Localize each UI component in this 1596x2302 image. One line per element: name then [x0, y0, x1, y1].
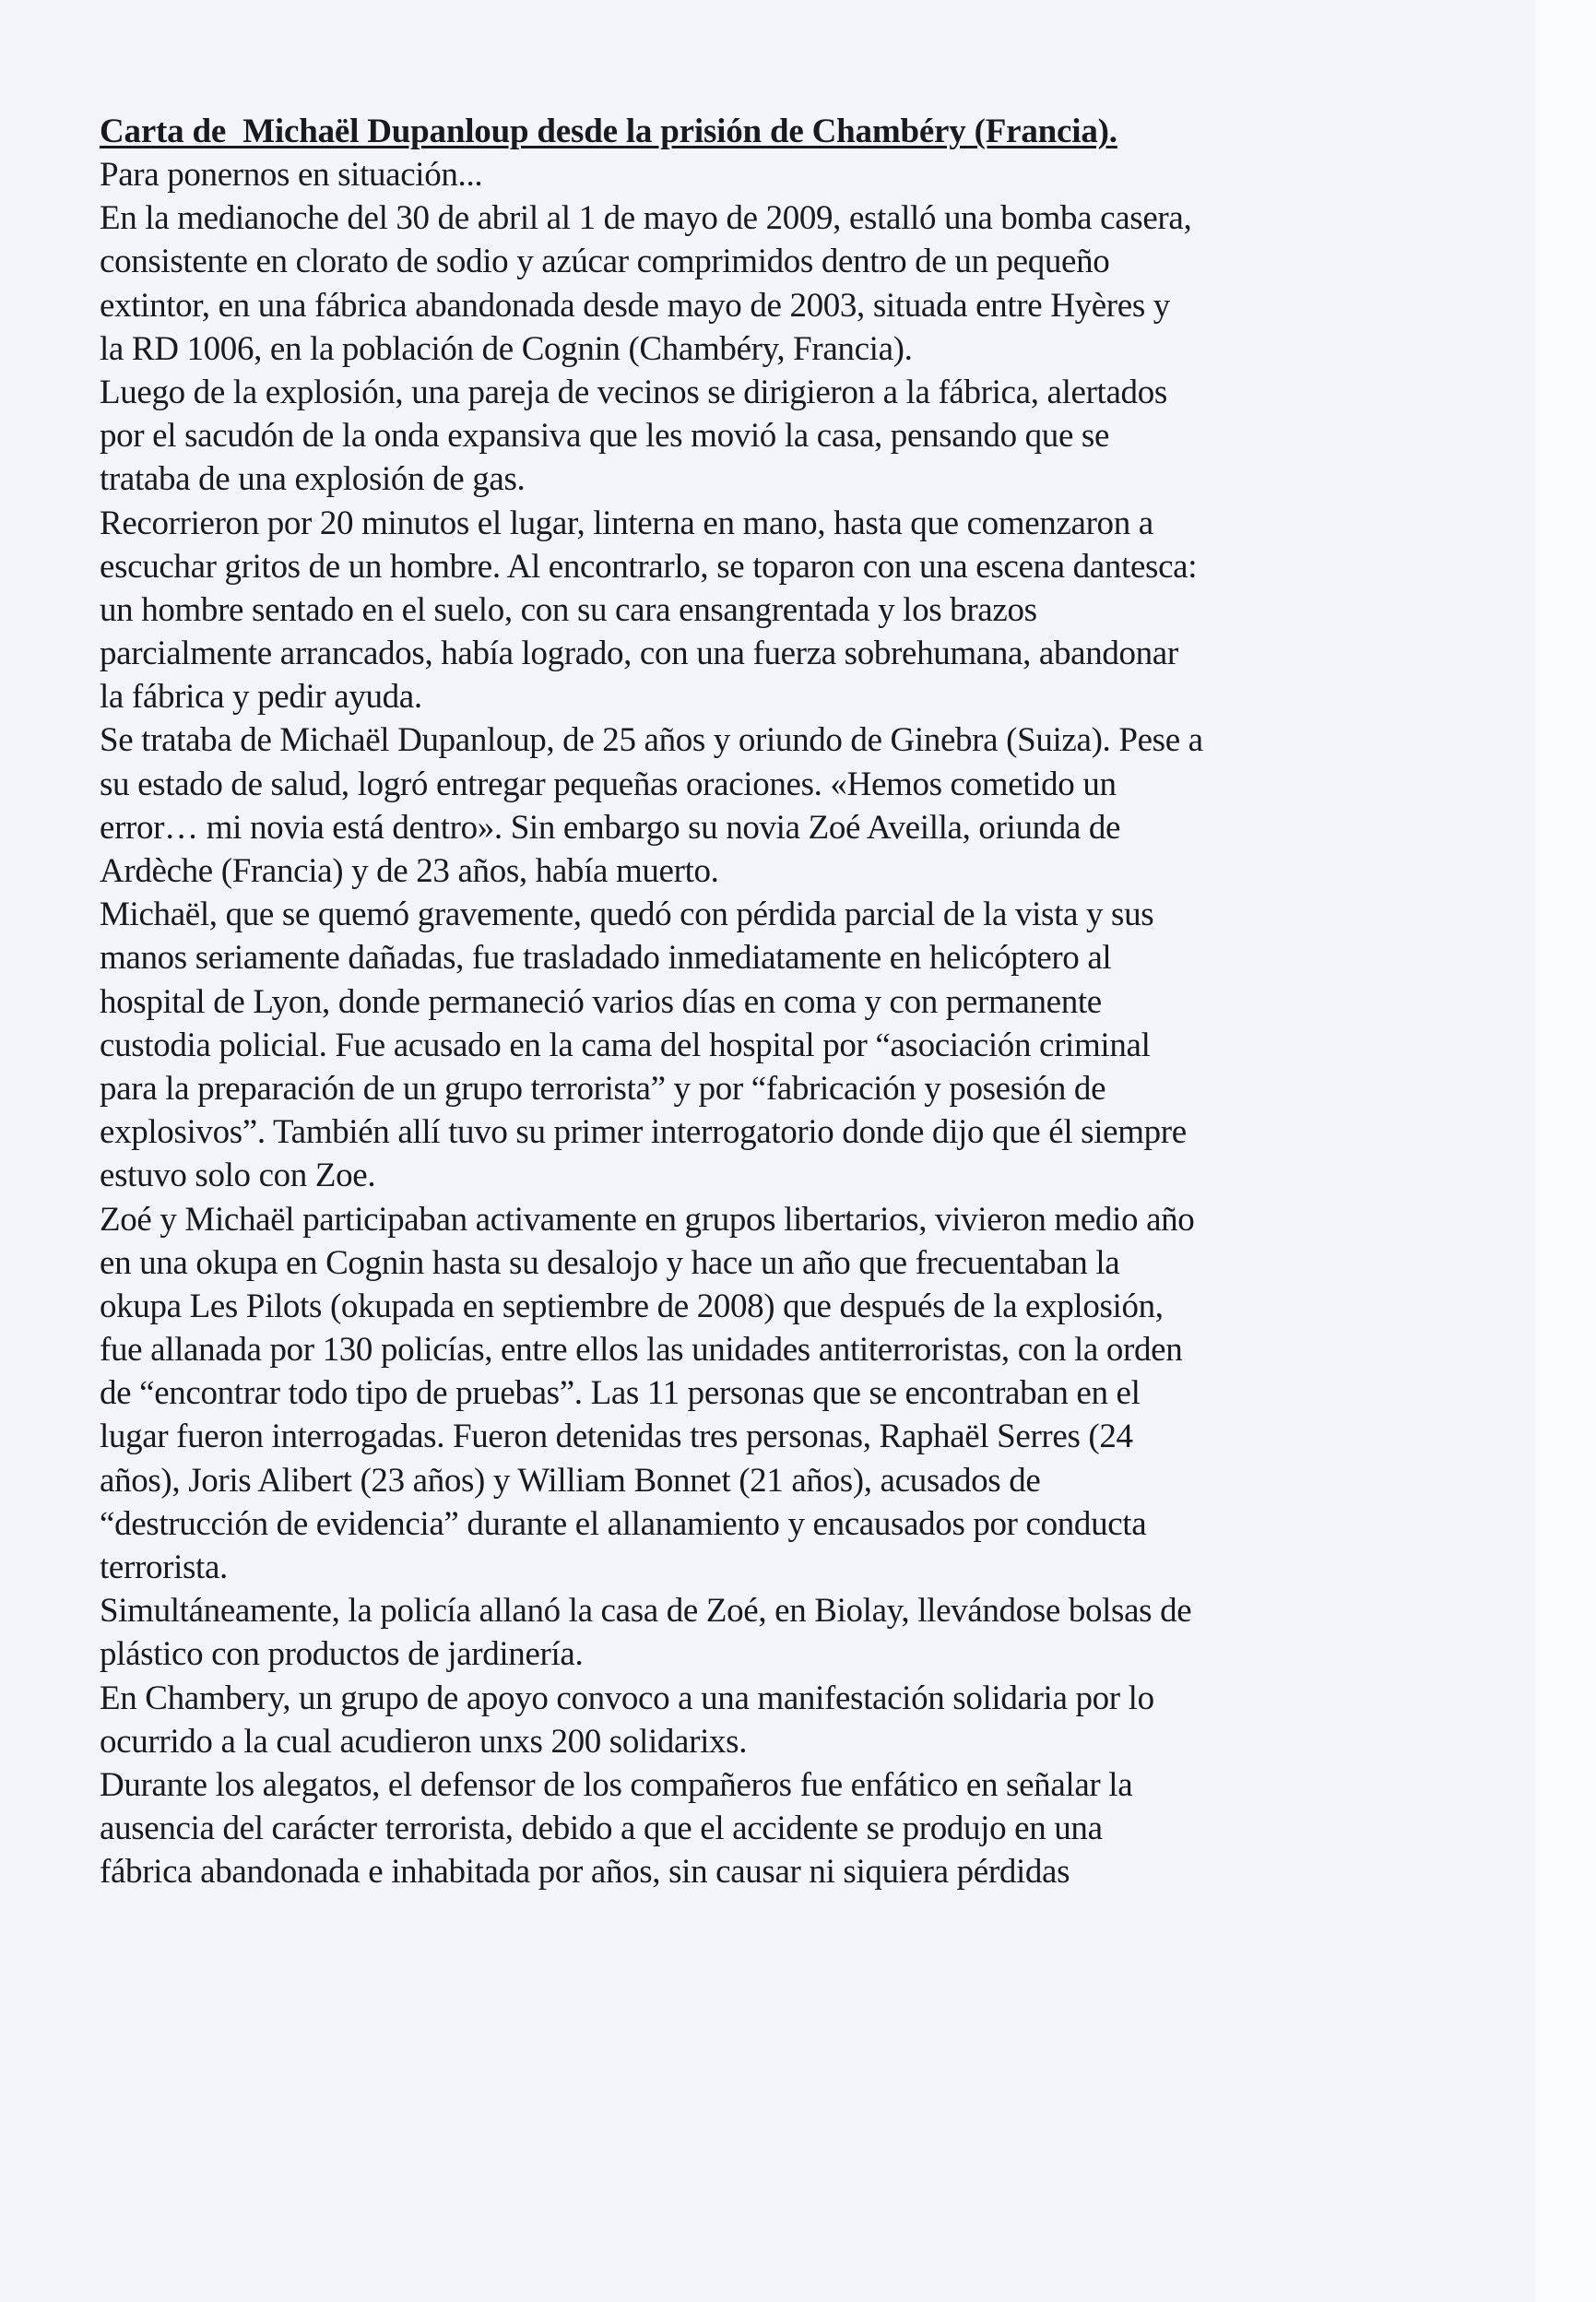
text-line: lugar fueron interrogadas. Fueron detenidas tres personas, Raphaël Serres (24: [100, 1418, 1133, 1456]
text-line: Durante los alegatos, el defensor de los compañeros fue enfático en señalar la: [100, 1765, 1133, 1804]
paragraph: [100, 153, 1538, 196]
text-line: por el sacudón de la onda expansiva que les movió la casa, pensando que se: [100, 417, 1110, 456]
text-line: escuchar gritos de un hombre. Al encontrarlo, se toparon con una escena dantesca:: [100, 547, 1198, 586]
text-line: su estado de salud, logró entregar pequeñas oraciones. «Hemos cometido un: [100, 765, 1117, 803]
text-line: trataba de una explosión de gas.: [100, 460, 526, 499]
text-line: para la preparación de un grupo terrorista” y por “fabricación y posesión de: [100, 1069, 1106, 1108]
paragraph: [100, 1677, 1538, 1763]
text-line: la RD 1006, en la población de Cognin (Chambéry, Francia).: [100, 329, 913, 368]
text-line: fábrica abandonada e inhabitada por años, sin causar ni siquiera pérdidas: [100, 1853, 1070, 1892]
text-line: años), Joris Alibert (23 años) y William Bonnet (21 años), acusados de: [100, 1461, 1041, 1500]
text-line: Para ponernos en situación...: [100, 156, 483, 194]
text-line: estuvo solo con Zoe.: [100, 1157, 376, 1195]
text-line: plástico con productos de jardinería.: [100, 1635, 584, 1674]
paragraph: [100, 1198, 1538, 1590]
text-line: En la medianoche del 30 de abril al 1 de mayo de 2009, estalló una bomba casera,: [100, 199, 1192, 238]
text-line: “destrucción de evidencia” durante el allanamiento y encausados por conducta: [100, 1504, 1147, 1543]
text-line: error… mi novia está dentro». Sin embargo su novia Zoé Aveilla, oriunda de: [100, 808, 1121, 847]
text-line: ausencia del carácter terrorista, debido a que el accidente se produjo en una: [100, 1810, 1103, 1848]
text-line: explosivos”. También allí tuvo su primer interrogatorio donde dijo que él siempre: [100, 1113, 1187, 1152]
text-line: en una okupa en Cognin hasta su desalojo y hace un año que frecuentaban la: [100, 1243, 1120, 1282]
text-line: un hombre sentado en el suelo, con su cara ensangrentada y los brazos: [100, 590, 1037, 629]
paragraph: [100, 718, 1538, 893]
text-line: extintor, en una fábrica abandonada desde mayo de 2003, situada entre Hyères y: [100, 286, 1170, 325]
text-line: manos seriamente dañadas, fue trasladado inmediatamente en helicóptero al: [100, 939, 1112, 978]
letter-title: Carta de Michaël Dupanloup desde la prisión de Chambéry (Francia).: [100, 113, 1117, 150]
text-line: Se trataba de Michaël Dupanloup, de 25 años y oriundo de Ginebra (Suiza). Pese a: [100, 721, 1203, 760]
text-line: Simultáneamente, la policía allanó la casa de Zoé, en Biolay, llevándose bolsas de: [100, 1592, 1192, 1631]
paragraph: [100, 196, 1538, 371]
text-line: consistente en clorato de sodio y azúcar comprimidos dentro de un pequeño: [100, 243, 1110, 281]
text-line: Michaël, que se quemó gravemente, quedó con pérdida parcial de la vista y sus: [100, 896, 1154, 934]
letter-body: [100, 153, 1538, 1894]
scan-edge: [1535, 0, 1596, 2302]
text-line: parcialmente arrancados, había logrado, con una fuerza sobrehumana, abandonar: [100, 635, 1178, 673]
text-line: En Chambery, un grupo de apoyo convoco a una manifestación solidaria por lo: [100, 1679, 1154, 1717]
text-line: custodia policial. Fue acusado en la cama del hospital por “asociación criminal: [100, 1026, 1151, 1064]
paragraph: [100, 371, 1538, 502]
text-line: hospital de Lyon, donde permaneció varios días en coma y con permanente: [100, 982, 1102, 1021]
text-line: okupa Les Pilots (okupada en septiembre de 2008) que después de la explosión,: [100, 1287, 1164, 1325]
text-line: Zoé y Michaël participaban activamente en grupos libertarios, vivieron medio año: [100, 1200, 1195, 1239]
paragraph: [100, 893, 1538, 1197]
text-line: Ardèche (Francia) y de 23 años, había muerto.: [100, 852, 719, 890]
paragraph: [100, 502, 1538, 719]
text-line: fue allanada por 130 policías, entre ellos las unidades antiterroristas, con la orden: [100, 1331, 1183, 1370]
text-line: Recorrieron por 20 minutos el lugar, linterna en mano, hasta que comenzaron a: [100, 504, 1153, 542]
text-line: Luego de la explosión, una pareja de vecinos se dirigieron a la fábrica, alertados: [100, 373, 1167, 411]
text-line: ocurrido a la cual acudieron unxs 200 solidarixs.: [100, 1722, 748, 1761]
text-line: la fábrica y pedir ayuda.: [100, 678, 422, 717]
letter-page: [100, 111, 1538, 1894]
text-line: de “encontrar todo tipo de pruebas”. Las 11 personas que se encontraban en el: [100, 1374, 1141, 1413]
paragraph: [100, 1763, 1538, 1894]
paragraph: [100, 1589, 1538, 1676]
text-line: terrorista.: [100, 1549, 228, 1586]
